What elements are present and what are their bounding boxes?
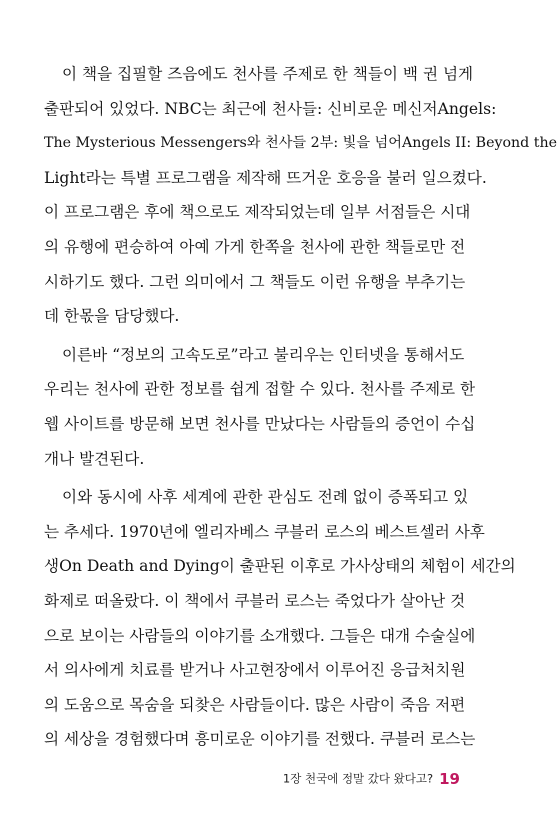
text-line: 이와 동시에 사후 세계에 관한 관심도 전례 없이 증폭되고 있 xyxy=(62,488,469,507)
text-line: 는 추세다. 1970년에 엘리자베스 쿠블러 로스의 베스트셀러 사후 xyxy=(44,522,485,541)
text-line: 의 유행에 편승하여 아예 가게 한쪽을 천사에 관한 책들로만 전 xyxy=(44,237,466,256)
text-line: 이른바 “정보의 고속도로”라고 불리우는 인터넷을 통해서도 xyxy=(62,345,465,364)
running-head: 1장 천국에 정말 갔다 왔다고? xyxy=(282,771,434,786)
text-line: 의 도움으로 목숨을 되찾은 사람들이다. 많은 사람이 죽음 저편 xyxy=(44,695,466,714)
text-line: The Mysterious Messengers와 천사들 2부: 빛을 넘어Angels II: Beyond the xyxy=(44,135,557,152)
text-line: 으로 보이는 사람들의 이야기를 소개했다. 그들은 대개 수술실에 xyxy=(44,626,476,645)
text-line: Light라는 특별 프로그램을 제작해 뜨거운 호응을 불러 일으켰다. xyxy=(44,168,487,187)
body-text xyxy=(44,57,557,757)
text-line: 데 한몫을 담당했다. xyxy=(44,307,180,326)
page-number: 19 xyxy=(439,769,460,788)
text-line: 우리는 천사에 관한 정보를 쉽게 접할 수 있다. 천사를 주제로 한 xyxy=(44,380,476,399)
text-line: 출판되어 있었다. NBC는 최근에 천사들: 신비로운 메신저Angels: xyxy=(44,99,497,118)
text-line: 이 책을 집필할 즈음에도 천사를 주제로 한 책들이 백 권 넘게 xyxy=(62,65,474,83)
text-line: 이 프로그램은 후에 책으로도 제작되었는데 일부 서점들은 시대 xyxy=(44,203,471,222)
page-footer xyxy=(250,768,460,788)
text-line: 서 의사에게 치료를 받거나 사고현장에서 이루어진 응급처치원 xyxy=(44,661,466,680)
text-line: 개나 발견된다. xyxy=(44,449,145,468)
text-line: 생On Death and Dying이 출판된 이후로 가사상태의 체험이 세간의 xyxy=(44,557,516,576)
text-line: 화제로 떠올랐다. 이 책에서 쿠블러 로스는 죽었다가 살아난 것 xyxy=(44,591,466,610)
text-line: 웹 사이트를 방문해 보면 천사를 만났다는 사람들의 증언이 수십 xyxy=(44,414,476,433)
text-line: 시하기도 했다. 그런 의미에서 그 책들도 이런 유행을 부추기는 xyxy=(44,272,466,291)
text-line: 의 세상을 경험했다며 흥미로운 이야기를 전했다. 쿠블러 로스는 xyxy=(44,730,476,749)
